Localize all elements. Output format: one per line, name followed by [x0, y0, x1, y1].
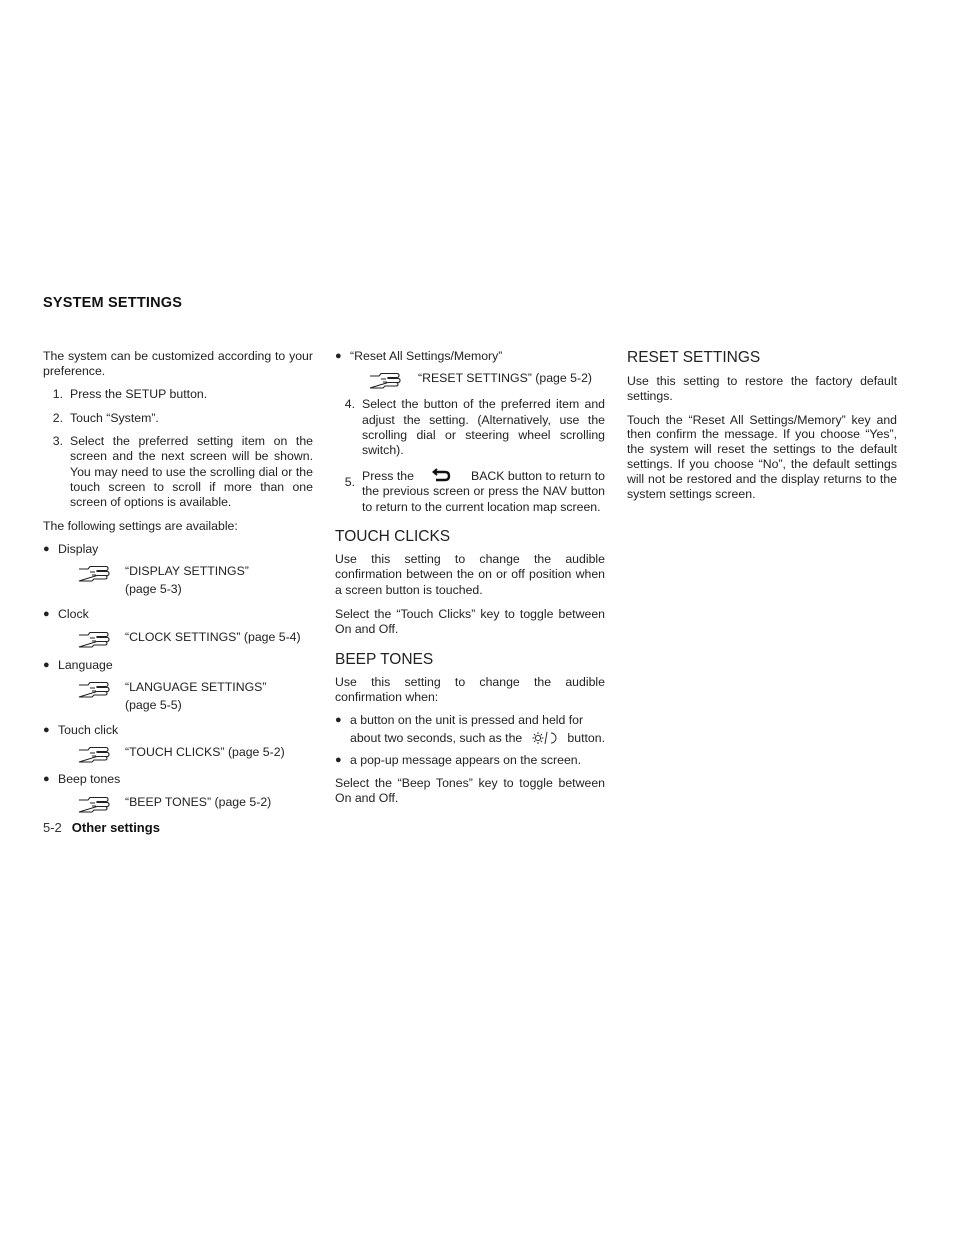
bullet-icon: ● — [43, 607, 50, 620]
bullet-icon: ● — [335, 714, 342, 727]
list-item: 2. Touch “System”. — [52, 410, 159, 425]
bullet-clock: ● Clock — [43, 606, 89, 621]
pointing-hand-reference-icon — [369, 371, 402, 389]
list-item: 3. Select the preferred setting item on the screen and the next screen will be shown. You may need to use the scrolling dial or the touch screen to scroll if more than one screen of options is available. — [52, 434, 313, 510]
bullet-icon: ● — [335, 754, 342, 767]
available-text: The following settings are available: — [43, 518, 238, 533]
bullet-display: ● Display — [43, 541, 99, 556]
reference-language: “LANGUAGE SETTINGS” (page 5-5) — [78, 680, 313, 713]
footer-title: Other settings — [71, 820, 160, 835]
reference-display: “DISPLAY SETTINGS” (page 5-3) — [78, 564, 313, 597]
reference-beep-tones: “BEEP TONES” (page 5-2) — [78, 795, 313, 813]
beep-tones-paragraph: Use this setting to change the audible confirmation when: — [335, 674, 605, 704]
intro-paragraph: The system can be customized according to your preference. — [43, 349, 313, 379]
column-1 — [43, 349, 313, 813]
bullet-reset-all: ● “Reset All Settings/Memory” — [335, 349, 503, 363]
reference-clock: “CLOCK SETTINGS” (page 5-4) — [78, 630, 313, 648]
column-2 — [335, 349, 605, 806]
column-3 — [627, 349, 897, 501]
page-footer — [43, 820, 160, 835]
reset-settings-heading: RESET SETTINGS — [627, 349, 761, 366]
pointing-hand-reference-icon — [78, 795, 111, 813]
list-item: 5. Press the BACK button to return to the previous screen or press the NAV button to return to the current location map screen. — [335, 466, 605, 515]
bullet-icon: ● — [43, 724, 50, 737]
touch-clicks-heading: TOUCH CLICKS — [335, 528, 451, 546]
list-item: 4. Select the button of the preferred item and adjust the setting. (Alternatively, use the scrolling dial or steering wheel scrolling switch). — [344, 397, 605, 458]
bullet-icon: ● — [43, 659, 50, 672]
bullet-popup-message: ● a pop-up message appears on the screen. — [335, 753, 582, 768]
section-title: SYSTEM SETTINGS — [43, 295, 183, 311]
bullet-button-pressed: ● a button on the unit is pressed and held for about two seconds, such as the button. — [335, 713, 605, 745]
touch-clicks-paragraph: Use this setting to change the audible confirmation between the on or off position when a screen button is touched. — [335, 552, 605, 597]
reference-touch-clicks: “TOUCH CLICKS” (page 5-2) — [78, 745, 313, 763]
beep-tones-heading: BEEP TONES — [335, 650, 434, 668]
bullet-icon: ● — [43, 542, 50, 555]
bullet-language: ● Language — [43, 658, 113, 673]
touch-clicks-toggle-paragraph: Select the “Touch Clicks” key to toggle between On and Off. — [335, 606, 605, 637]
pointing-hand-reference-icon — [78, 630, 111, 648]
bullet-beep-tones: ● Beep tones — [43, 772, 121, 787]
steps-list-continued — [335, 397, 605, 515]
reset-settings-paragraph: Use this setting to restore the factory default settings. — [627, 374, 897, 404]
page-number: 5-2 — [43, 820, 62, 835]
pointing-hand-reference-icon — [78, 680, 111, 698]
steps-list — [43, 387, 313, 511]
beep-tones-toggle-paragraph: Select the “Beep Tones” key to toggle between On and Off. — [335, 775, 605, 806]
back-arrow-icon — [432, 466, 452, 484]
list-item: 1. Press the SETUP button. — [52, 386, 208, 401]
pointing-hand-reference-icon — [78, 745, 111, 763]
bullet-icon: ● — [43, 773, 50, 786]
reset-settings-confirm-paragraph: Touch the “Reset All Settings/Memory” key and then confirm the message. If you choose “Yes”, the system will reset the settings to the default settings. If you choose “No”, the default settings will not be restored and the display returns to the system settings screen. — [627, 412, 897, 501]
bullet-icon: ● — [335, 350, 342, 362]
bullet-touch-click: ● Touch click — [43, 723, 119, 738]
reference-reset-settings: “RESET SETTINGS” (page 5-2) — [369, 371, 605, 389]
pointing-hand-reference-icon — [78, 564, 111, 582]
brightness-day-night-icon — [532, 730, 558, 746]
